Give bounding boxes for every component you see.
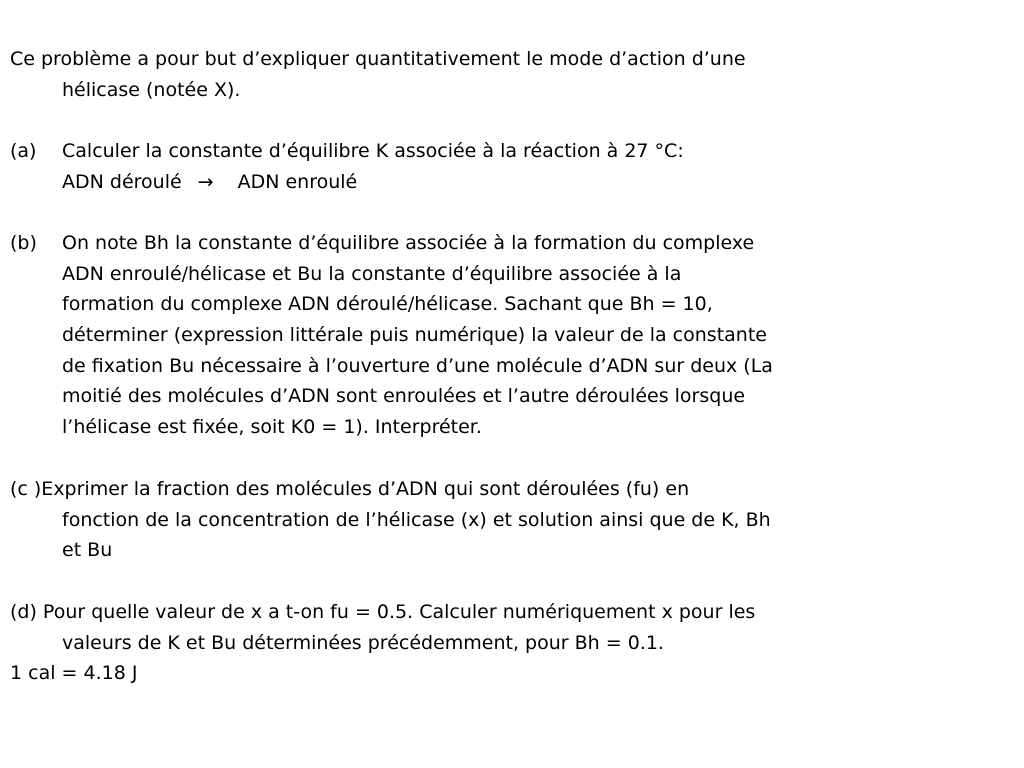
- conversion-footnote: 1 cal = 4.18 J: [10, 662, 138, 685]
- reaction-arrow-icon: →: [197, 170, 214, 193]
- question-c-line: (c )Exprimer la fraction des molécules d’ADN qui sont déroulées (fu) en: [10, 478, 690, 500]
- question-a-line: [10, 136, 970, 167]
- question-d-line: (d) Pour quelle valeur de x a t-on fu = 0.5. Calculer numériquement x pour les: [10, 601, 756, 623]
- reaction-reactant: ADN déroulé: [62, 170, 182, 193]
- reaction-equation: [10, 167, 970, 198]
- question-a-text: Calculer la constante d’équilibre K associée à la réaction à 27 °C:: [62, 140, 684, 162]
- question-b-line: moitié des molécules d’ADN sont enroulées et l’autre déroulées lorsque: [62, 385, 746, 408]
- question-c-line: fonction de la concentration de l’hélicase (x) et solution ainsi que de K, Bh: [62, 508, 771, 531]
- question-c-line: et Bu: [62, 539, 113, 562]
- question-c: [10, 474, 970, 566]
- question-b-label: (b): [10, 232, 37, 254]
- reaction-product: ADN enroulé: [237, 170, 358, 193]
- question-b-line: [10, 228, 970, 259]
- question-b: [10, 228, 970, 443]
- intro-line: hélicase (notée X).: [62, 78, 241, 101]
- question-d-line: valeurs de K et Bu déterminées précédemment, pour Bh = 0.1.: [62, 631, 664, 654]
- intro-paragraph: [10, 44, 970, 105]
- question-b-line: l’hélicase est fixée, soit K0 = 1). Interpréter.: [62, 416, 482, 439]
- question-b-line: ADN enroulé/hélicase et Bu la constante d’équilibre associée à la: [62, 262, 682, 285]
- question-b-line: formation du complexe ADN déroulé/hélicase. Sachant que Bh = 10,: [62, 293, 713, 316]
- question-b-line: déterminer (expression littérale puis numérique) la valeur de la constante: [62, 324, 767, 347]
- question-a-label: (a): [10, 140, 37, 162]
- question-a: [10, 136, 970, 197]
- intro-line: Ce problème a pour but d’expliquer quantitativement le mode d’action d’une: [10, 48, 746, 70]
- question-d: [10, 597, 970, 689]
- question-b-line: de fixation Bu nécessaire à l’ouverture d’une molécule d’ADN sur deux (La: [62, 354, 773, 377]
- question-b-text: On note Bh la constante d’équilibre associée à la formation du complexe: [62, 232, 755, 254]
